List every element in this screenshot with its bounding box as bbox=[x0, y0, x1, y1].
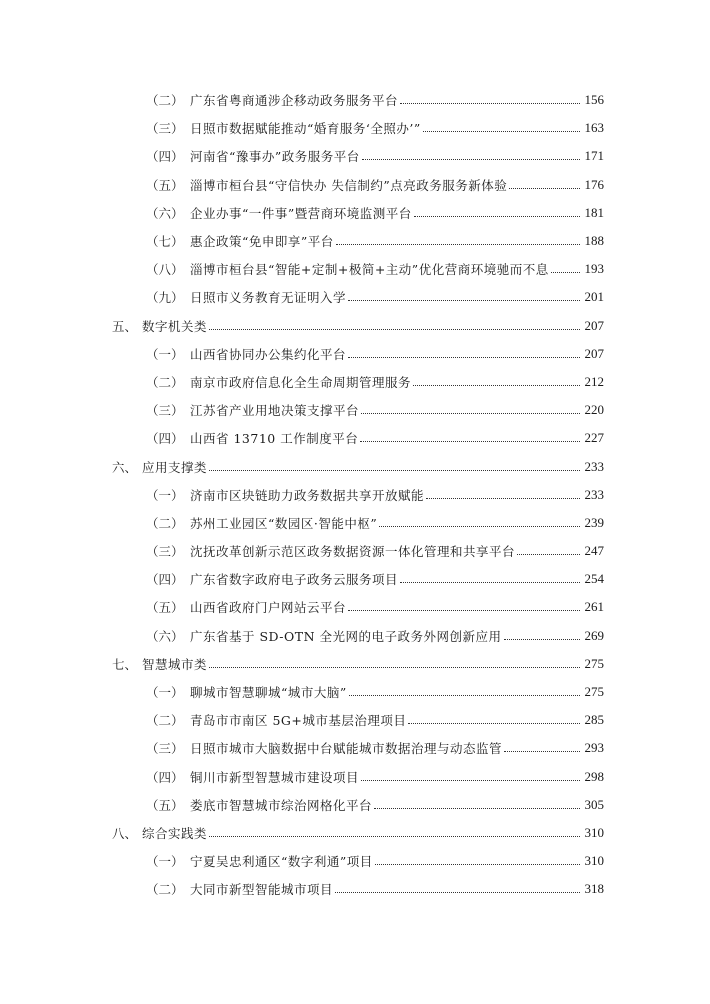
toc-dot-leader bbox=[349, 694, 580, 696]
toc-entry[interactable] bbox=[0, 791, 604, 819]
toc-entry[interactable] bbox=[0, 565, 604, 593]
toc-entry-number: （五） bbox=[146, 797, 184, 813]
toc-dot-leader bbox=[423, 130, 580, 132]
toc-dot-leader bbox=[361, 779, 580, 781]
toc-entry-number: （三） bbox=[146, 121, 184, 137]
toc-entry-title: 宁夏吴忠利通区“数字利通”项目 bbox=[190, 854, 373, 870]
toc-entry-title: 青岛市市南区 5G+城市基层治理项目 bbox=[190, 713, 407, 729]
toc-entry-number: （五） bbox=[146, 600, 184, 616]
toc-dot-leader bbox=[348, 609, 580, 611]
toc-entry[interactable] bbox=[0, 396, 604, 424]
toc-page-number: 293 bbox=[584, 740, 604, 756]
toc-entry-title: 日照市数据赋能推动“婚育服务‘全照办’” bbox=[190, 121, 421, 137]
toc-entry-title: 日照市义务教育无证明入学 bbox=[190, 290, 347, 306]
toc-dot-leader bbox=[414, 215, 580, 217]
toc-entry[interactable] bbox=[0, 875, 604, 903]
toc-dot-leader bbox=[408, 722, 580, 724]
toc-page-number: 261 bbox=[584, 599, 604, 615]
toc-dot-leader bbox=[504, 750, 580, 752]
toc-entry-number: （一） bbox=[146, 854, 184, 870]
toc-page-number: 269 bbox=[584, 627, 604, 643]
toc-entry-number: （二） bbox=[146, 93, 184, 109]
toc-entry-number: 八、 bbox=[112, 825, 138, 841]
toc-page-number: 275 bbox=[584, 655, 604, 671]
toc-entry[interactable] bbox=[0, 86, 604, 114]
toc-entry[interactable] bbox=[0, 368, 604, 396]
toc-entry-number: （四） bbox=[146, 769, 184, 785]
toc-page-number: 318 bbox=[584, 881, 604, 897]
toc-page-number: 285 bbox=[584, 712, 604, 728]
toc-entry-number: （四） bbox=[146, 149, 184, 165]
toc-page-number: 212 bbox=[584, 373, 604, 389]
toc-entry-number: （一） bbox=[146, 685, 184, 701]
toc-entry-title: 综合实践类 bbox=[142, 825, 208, 841]
toc-entry-number: （二） bbox=[146, 374, 184, 390]
toc-page-number: 310 bbox=[584, 853, 604, 869]
toc-entry[interactable] bbox=[0, 678, 604, 706]
toc-entry-number: （三） bbox=[146, 544, 184, 560]
toc-entry-title: 沈抚改革创新示范区政务数据资源一体化管理和共享平台 bbox=[190, 544, 516, 560]
toc-entry-number: （六） bbox=[146, 205, 184, 221]
toc-dot-leader bbox=[374, 807, 580, 809]
toc-page-number: 207 bbox=[584, 345, 604, 361]
toc-dot-leader bbox=[400, 581, 580, 583]
toc-dot-leader bbox=[509, 187, 580, 189]
toc-entry-title: 苏州工业园区“数园区·智能中枢” bbox=[190, 515, 378, 531]
toc-entry[interactable] bbox=[0, 734, 604, 762]
toc-entry[interactable] bbox=[0, 340, 604, 368]
toc-page-number: 305 bbox=[584, 796, 604, 812]
toc-entry-title: 淄博市桓台县“智能+定制+极简+主动”优化营商环境驰而不息 bbox=[190, 262, 549, 278]
toc-page-number: 171 bbox=[584, 148, 604, 164]
toc-section-entry[interactable] bbox=[0, 312, 604, 340]
toc-entry[interactable] bbox=[0, 171, 604, 199]
toc-entry-number: 六、 bbox=[112, 459, 138, 475]
toc-dot-leader bbox=[348, 299, 580, 301]
toc-page-number: 188 bbox=[584, 233, 604, 249]
toc-dot-leader bbox=[209, 328, 580, 330]
toc-entry-number: （三） bbox=[146, 403, 184, 419]
toc-section-entry[interactable] bbox=[0, 452, 604, 480]
toc-dot-leader bbox=[209, 469, 580, 471]
toc-page-number: 220 bbox=[584, 402, 604, 418]
toc-entry-title: 日照市城市大脑数据中台赋能城市数据治理与动态监管 bbox=[190, 741, 503, 757]
toc-dot-leader bbox=[426, 497, 580, 499]
toc-dot-leader bbox=[504, 638, 580, 640]
toc-entry-title: 大同市新型智能城市项目 bbox=[190, 882, 334, 898]
toc-entry-number: （三） bbox=[146, 741, 184, 757]
toc-page-number: 233 bbox=[584, 458, 604, 474]
toc-entry-title: 企业办事“一件事”暨营商环境监测平台 bbox=[190, 205, 412, 221]
toc-dot-leader bbox=[209, 835, 580, 837]
toc-entry-title: 山西省 13710 工作制度平台 bbox=[190, 431, 359, 447]
toc-entry-title: 山西省政府门户网站云平台 bbox=[190, 600, 347, 616]
toc-entry-title: 惠企政策“免申即享”平台 bbox=[190, 234, 334, 250]
toc-entry-number: 七、 bbox=[112, 656, 138, 672]
toc-dot-leader bbox=[375, 863, 580, 865]
toc-entry[interactable] bbox=[0, 763, 604, 791]
toc-entry-title: 江苏省产业用地决策支撑平台 bbox=[190, 403, 360, 419]
toc-dot-leader bbox=[360, 440, 580, 442]
toc-entry-number: （一） bbox=[146, 487, 184, 503]
toc-page-number: 247 bbox=[584, 543, 604, 559]
toc-entry-number: （二） bbox=[146, 882, 184, 898]
toc-dot-leader bbox=[362, 158, 580, 160]
toc-entry[interactable] bbox=[0, 255, 604, 283]
toc-entry-title: 娄底市智慧城市综治网格化平台 bbox=[190, 797, 373, 813]
toc-entry[interactable] bbox=[0, 227, 604, 255]
toc-page-number: 163 bbox=[584, 120, 604, 136]
toc-dot-leader bbox=[336, 243, 580, 245]
toc-dot-leader bbox=[348, 356, 580, 358]
toc-entry-title: 聊城市智慧聊城“城市大脑” bbox=[190, 685, 347, 701]
toc-page-number: 176 bbox=[584, 176, 604, 192]
toc-entry-title: 数字机关类 bbox=[142, 318, 208, 334]
toc-dot-leader bbox=[335, 891, 580, 893]
toc-entry[interactable] bbox=[0, 424, 604, 452]
toc-page-number: 233 bbox=[584, 486, 604, 502]
toc-dot-leader bbox=[361, 412, 580, 414]
toc-entry-title: 铜川市新型智慧城市建设项目 bbox=[190, 769, 360, 785]
toc-entry-number: （一） bbox=[146, 346, 184, 362]
toc-page-number: 181 bbox=[584, 204, 604, 220]
toc-entry-number: （七） bbox=[146, 234, 184, 250]
toc-entry-title: 智慧城市类 bbox=[142, 656, 208, 672]
toc-dot-leader bbox=[400, 102, 580, 104]
toc-page-number: 193 bbox=[584, 261, 604, 277]
toc-entry-title: 广东省粤商通涉企移动政务服务平台 bbox=[190, 93, 399, 109]
toc-entry-number: （六） bbox=[146, 628, 184, 644]
toc-section-entry[interactable] bbox=[0, 819, 604, 847]
toc-entry-number: （四） bbox=[146, 431, 184, 447]
toc-entry-title: 应用支撑类 bbox=[142, 459, 208, 475]
toc-entry-number: （九） bbox=[146, 290, 184, 306]
toc-page-number: 298 bbox=[584, 768, 604, 784]
toc-entry-title: 广东省基于 SD-OTN 全光网的电子政务外网创新应用 bbox=[190, 628, 502, 644]
toc-section-entry[interactable] bbox=[0, 650, 604, 678]
toc-entry-number: （二） bbox=[146, 515, 184, 531]
toc-entry-number: （八） bbox=[146, 262, 184, 278]
toc-entry-number: （四） bbox=[146, 572, 184, 588]
toc-entry[interactable] bbox=[0, 283, 604, 311]
toc-page-number: 227 bbox=[584, 430, 604, 446]
toc-entry[interactable] bbox=[0, 509, 604, 537]
toc-page-number: 310 bbox=[584, 824, 604, 840]
toc-entry-number: （二） bbox=[146, 713, 184, 729]
toc-entry-title: 济南市区块链助力政务数据共享开放赋能 bbox=[190, 487, 425, 503]
toc-entry[interactable] bbox=[0, 706, 604, 734]
toc-page-number: 239 bbox=[584, 514, 604, 530]
toc-entry-title: 河南省“豫事办”政务服务平台 bbox=[190, 149, 360, 165]
toc-dot-leader bbox=[379, 525, 580, 527]
toc-entry-title: 广东省数字政府电子政务云服务项目 bbox=[190, 572, 399, 588]
toc-entry-title: 南京市政府信息化全生命周期管理服务 bbox=[190, 374, 412, 390]
toc-entry-title: 淄博市桓台县“守信快办 失信制约”点亮政务服务新体验 bbox=[190, 177, 508, 193]
toc-entry[interactable] bbox=[0, 142, 604, 170]
toc-entry-title: 山西省协同办公集约化平台 bbox=[190, 346, 347, 362]
toc-entry[interactable] bbox=[0, 537, 604, 565]
toc-entry-number: （五） bbox=[146, 177, 184, 193]
toc-page-number: 201 bbox=[584, 289, 604, 305]
toc-entry[interactable] bbox=[0, 847, 604, 875]
toc-dot-leader bbox=[209, 666, 580, 668]
toc-list bbox=[0, 86, 604, 903]
toc-dot-leader bbox=[413, 384, 580, 386]
toc-page-number: 275 bbox=[584, 684, 604, 700]
toc-entry[interactable] bbox=[0, 481, 604, 509]
toc-entry[interactable] bbox=[0, 199, 604, 227]
toc-entry-number: 五、 bbox=[112, 318, 138, 334]
toc-entry[interactable] bbox=[0, 114, 604, 142]
toc-dot-leader bbox=[517, 553, 580, 555]
toc-entry[interactable] bbox=[0, 593, 604, 621]
toc-page-number: 207 bbox=[584, 317, 604, 333]
toc-page-number: 156 bbox=[584, 92, 604, 108]
toc-entry[interactable] bbox=[0, 622, 604, 650]
toc-dot-leader bbox=[551, 271, 580, 273]
toc-page-number: 254 bbox=[584, 571, 604, 587]
